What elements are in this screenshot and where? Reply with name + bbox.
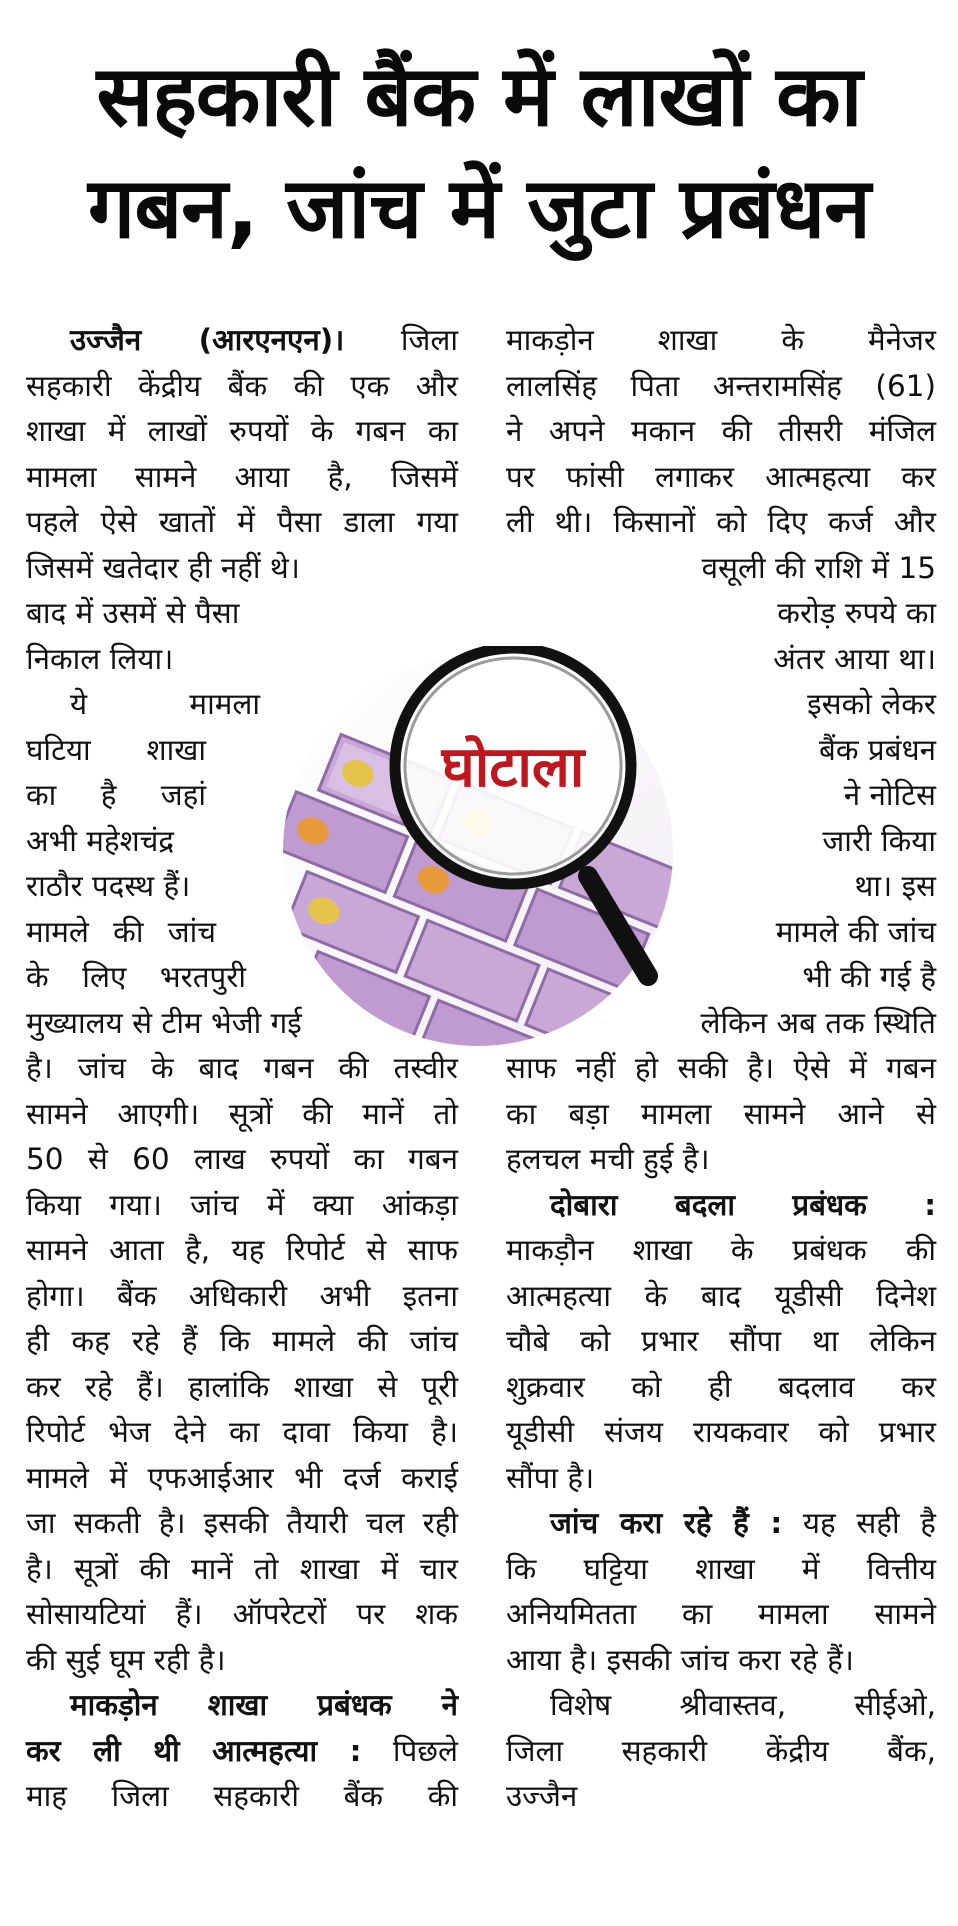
right-line: आया है। इसकी जांच करा रहे हैं। bbox=[506, 1642, 854, 1677]
left-line: माह जिला सहकारी बैंक की bbox=[26, 1779, 458, 1813]
subhead-line: कर ली थी आत्महत्या : पिछले bbox=[26, 1733, 458, 1768]
right-line: ने नोटिस bbox=[843, 778, 936, 812]
headline bbox=[18, 40, 940, 264]
left-line: ही कह रहे हैं कि मामले की जांच bbox=[26, 1324, 458, 1358]
left-line: है। सूत्रों की मानें तो शाखा में चार bbox=[26, 1551, 458, 1586]
right-line: अंतर आया था। bbox=[773, 641, 936, 676]
subhead-line: दोबारा बदला प्रबंधक : bbox=[550, 1187, 936, 1222]
left-line: सामने आता है, यह रिपोर्ट से साफ bbox=[26, 1233, 458, 1267]
left-line: सामने आएगी। सूत्रों की मानें तो bbox=[26, 1096, 458, 1131]
right-line: ली थी। किसानों को दिए कर्ज और bbox=[506, 505, 936, 539]
right-line: पर फांसी लगाकर आत्महत्या कर bbox=[506, 459, 936, 494]
right-line: बैंक प्रबंधन bbox=[818, 732, 936, 767]
subhead-line: जांच करा रहे हैं : यह सही है bbox=[550, 1506, 936, 1540]
left-line: रिपोर्ट भेज देने का दावा किया है। bbox=[26, 1415, 458, 1449]
right-line: माकड़ोन शाखा के मैनेजर bbox=[506, 323, 936, 357]
left-line: सोसायटियां हैं। ऑपरेटरों पर शक bbox=[26, 1597, 458, 1631]
signature-line: जिला सहकारी केंद्रीय बैंक, bbox=[506, 1733, 936, 1768]
left-line: शाखा में लाखों रुपयों के गबन का bbox=[26, 414, 458, 448]
right-line: जारी किया bbox=[822, 823, 936, 858]
left-line: अभी महेशचंद्र bbox=[26, 823, 175, 858]
right-line: आत्महत्या के बाद यूडीसी दिनेश bbox=[506, 1278, 936, 1313]
right-column bbox=[506, 318, 936, 1820]
left-line: जिसमें खतेदार ही नहीं थे। bbox=[26, 550, 300, 585]
left-line: के लिए भरतपुरी bbox=[26, 960, 246, 994]
right-line: इसको लेकर bbox=[807, 687, 936, 721]
right-line: ने अपने मकान की तीसरी मंजिल bbox=[506, 414, 936, 448]
left-column bbox=[26, 318, 458, 1820]
left-line: होगा। बैंक अधिकारी अभी इतना bbox=[26, 1278, 458, 1313]
left-line: का है जहां bbox=[26, 778, 206, 812]
subhead-line: माकड़ोन शाखा प्रबंधक ने bbox=[70, 1688, 458, 1722]
right-line: लेकिन अब तक स्थिति bbox=[700, 1005, 936, 1040]
right-line: भी की गई है bbox=[802, 960, 936, 994]
right-line: हलचल मची हुई है। bbox=[506, 1142, 710, 1176]
left-line: घटिया शाखा bbox=[26, 732, 206, 767]
left-line: सहकारी केंद्रीय बैंक की एक और bbox=[26, 368, 458, 403]
left-line: जा सकती है। इसकी तैयारी चल रही bbox=[26, 1506, 458, 1540]
right-line: लालसिंह पिता अन्तरामसिंह (61) bbox=[506, 368, 936, 403]
right-line: करोड़ रुपये का bbox=[777, 596, 936, 630]
right-line: का बड़ा मामला सामने आने से bbox=[506, 1096, 936, 1131]
right-line: मामले की जांच bbox=[775, 914, 936, 949]
scam-graphic bbox=[258, 646, 738, 1046]
right-line: शुक्रवार को ही बदलाव कर bbox=[506, 1369, 936, 1404]
left-line: 50 से 60 लाख रुपयों का गबन bbox=[26, 1142, 458, 1176]
left-line: कर रहे हैं। हालांकि शाखा से पूरी bbox=[26, 1369, 458, 1404]
right-line: माकड़ौन शाखा के प्रबंधक की bbox=[506, 1233, 936, 1267]
right-line: वसूली की राशि में 15 bbox=[701, 550, 936, 585]
left-line: की सुई घूम रही है। bbox=[26, 1642, 226, 1677]
left-line: मामला सामने आया है, जिसमें bbox=[26, 459, 458, 494]
signature-line: विशेष श्रीवास्तव, सीईओ, bbox=[550, 1688, 936, 1722]
headline-line-2: गबन, जांच में जुटा प्रबंधन bbox=[88, 159, 870, 257]
left-line: उज्जैन (आरएनएन)। जिला bbox=[70, 323, 458, 357]
right-line: चौबे को प्रभार सौंपा था लेकिन bbox=[506, 1324, 936, 1358]
left-line: मामले में एफआईआर भी दर्ज कराई bbox=[26, 1460, 458, 1495]
right-line: यूडीसी संजय रायकवार को प्रभार bbox=[506, 1415, 936, 1449]
magnifying-glass-over-currency-icon bbox=[258, 646, 738, 1046]
dateline: उज्जैन (आरएनएन)। bbox=[70, 323, 345, 357]
signature-line: उज्जैन bbox=[506, 1779, 578, 1813]
right-line: अनियमितता का मामला सामने bbox=[506, 1597, 936, 1631]
left-line: बाद में उसमें से पैसा bbox=[26, 596, 240, 630]
left-line: निकाल लिया। bbox=[26, 641, 174, 676]
left-line: पहले ऐसे खातों में पैसा डाला गया bbox=[26, 505, 458, 539]
left-line: है। जांच के बाद गबन की तस्वीर bbox=[26, 1051, 458, 1085]
left-line: मुख्यालय से टीम भेजी गई bbox=[26, 1005, 302, 1040]
left-line: ये मामला bbox=[70, 687, 260, 721]
left-line: किया गया। जांच में क्या आंकड़ा bbox=[26, 1187, 458, 1222]
right-line: था। इस bbox=[854, 869, 936, 903]
left-line: राठौर पदस्थ हैं। bbox=[26, 869, 191, 903]
left-line: मामले की जांच bbox=[26, 914, 216, 949]
right-line: सौंपा है। bbox=[506, 1460, 595, 1495]
right-line: साफ नहीं हो सकी है। ऐसे में गबन bbox=[506, 1051, 936, 1085]
right-line: कि घट्टिया शाखा में वित्तीय bbox=[506, 1551, 936, 1586]
graphic-label: घोटाला bbox=[441, 735, 585, 800]
headline-line-1: सहकारी बैंक में लाखों का bbox=[96, 47, 862, 145]
